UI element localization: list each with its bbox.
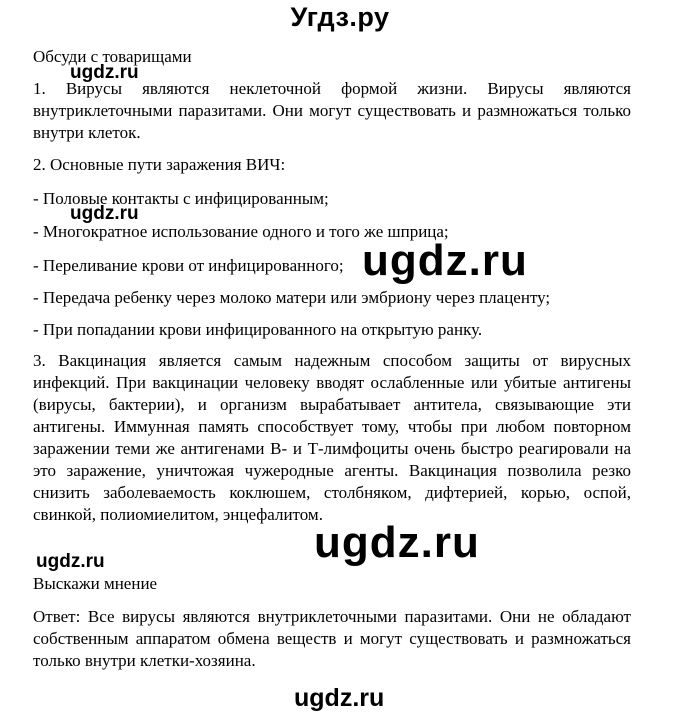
- answer-item-1: 1. Вирусы являются неклеточной формой жизни. Вирусы являются внутриклеточными паразитами. Они могут существовать и размножаться только внутри клеток.: [33, 79, 631, 142]
- section-heading-opinion: Выскажи мнение: [33, 574, 158, 593]
- section-heading-discuss: Обсуди с товарищами: [33, 47, 192, 66]
- opinion-answer: Ответ: Все вирусы являются внутриклеточными паразитами. Они не обладают собственным аппаратом обмена веществ и могут существовать и размножаться только внутри клетки-хозяина.: [33, 607, 631, 670]
- watermark: ugdz.ru: [70, 203, 139, 224]
- list-item: - Многократное использование одного и того же шприца;: [33, 222, 449, 241]
- watermark: ugdz.ru: [314, 518, 480, 567]
- list-item: - При попадании крови инфицированного на открытую ранку.: [33, 320, 483, 339]
- answer-item-3: 3. Вакцинация является самым надежным способом защиты от вирусных инфекций. При вакцинации человеку вводят ослабленные или убитые антигены (вирусы, бактерии), и организм вырабатывает антитела, связывающие эти антигены. Иммунная память способствует тому, чтобы при любом повторном заражении теми же антигенами В- и Т-лимфоциты очень быстро реагировали на это заражение, уничтожая чужеродные агенты. Вакцинация позволила резко снизить заболеваемость коклюшем, столбняком, дифтерией, корью, оспой, свинкой, полиомиелитом, энцефалитом.: [33, 351, 631, 524]
- site-title: Угдз.ру: [290, 2, 390, 32]
- list-item: - Переливание крови от инфицированного;: [33, 256, 344, 275]
- list-item: - Передача ребенку через молоко матери или эмбриону через плаценту;: [33, 288, 551, 307]
- watermark: ugdz.ru: [36, 551, 105, 572]
- watermark: ugdz.ru: [70, 62, 139, 83]
- watermark: ugdz.ru: [362, 236, 528, 285]
- answer-item-2-title: 2. Основные пути заражения ВИЧ:: [33, 155, 286, 174]
- list-item: - Половые контакты с инфицированным;: [33, 189, 329, 208]
- watermark-footer: ugdz.ru: [294, 684, 385, 712]
